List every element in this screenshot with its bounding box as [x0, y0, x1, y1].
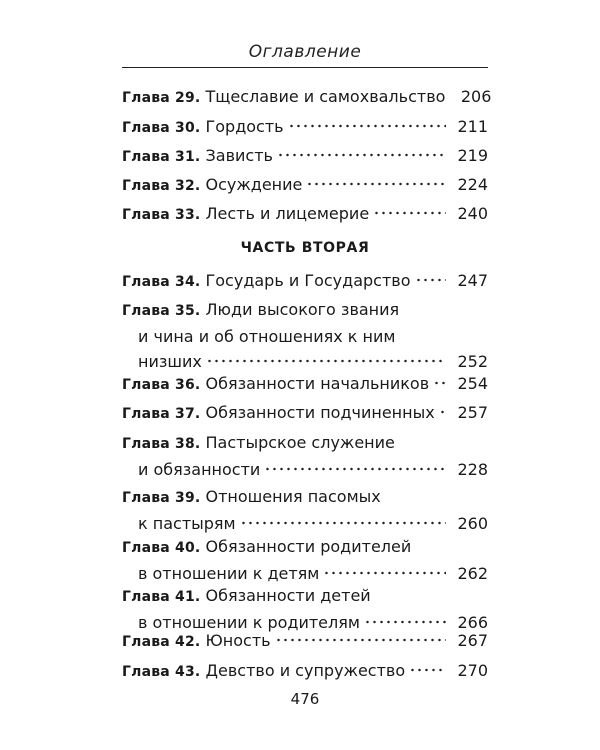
- chapter-title: в отношении к детям: [138, 564, 320, 583]
- toc-entry-first-line: [122, 484, 488, 511]
- dot-leader: [240, 520, 446, 526]
- chapter-title: Осуждение: [205, 175, 303, 194]
- page-number: 476: [290, 690, 320, 708]
- chapter-label: Глава 34.: [122, 274, 201, 290]
- running-head: Оглавление: [248, 42, 362, 62]
- toc-entry-first-line: [122, 201, 488, 228]
- page-ref: 252: [457, 352, 488, 371]
- chapter-label: Глава 31.: [122, 149, 201, 165]
- chapter-label: Глава 41.: [122, 589, 201, 605]
- chapter-label: Глава 40.: [122, 540, 201, 556]
- page-ref: 247: [457, 271, 488, 290]
- toc-entry: [122, 84, 492, 111]
- chapter-title: Обязанности начальников: [205, 374, 430, 393]
- toc-entry-first-line: [122, 430, 488, 457]
- dot-leader: [433, 380, 446, 386]
- dot-leader: [277, 152, 446, 158]
- chapter-title: Обязанности детей: [205, 586, 371, 605]
- chapter-title: Юность: [205, 631, 271, 650]
- chapter-title: Гордость: [205, 117, 284, 136]
- chapter-title: Люди высокого звания: [205, 300, 400, 319]
- dot-leader: [409, 667, 446, 673]
- dot-leader: [323, 570, 446, 576]
- page-ref: 267: [457, 631, 488, 650]
- toc-entry-first-line: [122, 297, 488, 324]
- toc-entry: [122, 201, 488, 228]
- chapter-title: низших: [138, 352, 202, 371]
- dot-leader: [264, 466, 446, 472]
- page-ref: 228: [457, 460, 488, 479]
- page-ref: 240: [457, 204, 488, 223]
- chapter-label: Глава 33.: [122, 207, 201, 223]
- page-ref: 266: [457, 613, 488, 632]
- chapter-label: Глава 39.: [122, 490, 201, 506]
- chapter-title: в отношении к родителям: [138, 613, 360, 632]
- header-rule: [122, 67, 488, 68]
- toc-entry-first-line: [122, 114, 488, 141]
- toc-entry: [122, 400, 488, 427]
- chapter-title: и обязанности: [138, 460, 261, 479]
- dot-leader: [364, 619, 446, 625]
- toc-entry: [122, 534, 488, 586]
- dot-leader: [439, 409, 446, 415]
- toc-entry: [122, 371, 488, 398]
- dot-leader: [288, 123, 446, 129]
- page-ref: 211: [457, 117, 488, 136]
- dot-leader: [415, 277, 446, 283]
- toc-entry-continuation-line: [122, 324, 488, 349]
- chapter-title: Тщеславие и самохвальство: [205, 87, 446, 106]
- toc-entry-first-line: [122, 628, 488, 655]
- toc-entry-first-line: [122, 583, 488, 610]
- chapter-title: Отношения пасомых: [205, 487, 381, 506]
- toc-entry-continuation-line: [122, 457, 488, 482]
- toc-entry-first-line: [122, 371, 488, 398]
- dot-leader: [275, 637, 446, 643]
- toc-entry: [122, 268, 488, 295]
- chapter-label: Глава 29.: [122, 90, 201, 106]
- chapter-title: Зависть: [205, 146, 273, 165]
- toc-entry-first-line: [122, 400, 488, 427]
- chapter-title: Девство и супружество: [205, 661, 406, 680]
- dot-leader: [373, 210, 446, 216]
- toc-entry-first-line: [122, 658, 488, 685]
- chapter-title: к пастырям: [138, 514, 236, 533]
- toc-entry: [122, 297, 488, 374]
- chapter-label: Глава 36.: [122, 377, 201, 393]
- chapter-label: Глава 32.: [122, 178, 201, 194]
- part-heading: ЧАСТЬ ВТОРАЯ: [240, 240, 370, 256]
- toc-entry: [122, 114, 488, 141]
- toc-entry: [122, 484, 488, 536]
- toc-entry: [122, 143, 488, 170]
- toc-entry-first-line: [122, 534, 488, 561]
- page-ref: 224: [457, 175, 488, 194]
- toc-entry: [122, 658, 488, 685]
- chapter-label: Глава 35.: [122, 303, 201, 319]
- page-ref: 206: [460, 87, 492, 106]
- chapter-label: Глава 43.: [122, 664, 201, 680]
- toc-entry: [122, 430, 488, 482]
- chapter-title: и чина и об отношениях к ним: [138, 327, 396, 346]
- toc-entry-first-line: [122, 268, 488, 295]
- toc-entry-first-line: [122, 84, 492, 111]
- page-ref: 260: [457, 514, 488, 533]
- toc-entry: [122, 172, 488, 199]
- dot-leader: [206, 358, 446, 364]
- chapter-title: Государь и Государство: [205, 271, 411, 290]
- page-ref: 254: [457, 374, 488, 393]
- chapter-title: Обязанности подчиненных: [205, 403, 435, 422]
- chapter-title: Пастырское служение: [205, 433, 395, 452]
- chapter-label: Глава 30.: [122, 120, 201, 136]
- chapter-label: Глава 38.: [122, 436, 201, 452]
- dot-leader: [306, 181, 446, 187]
- page-ref: 257: [457, 403, 488, 422]
- page-ref: 262: [457, 564, 488, 583]
- chapter-label: Глава 37.: [122, 406, 201, 422]
- chapter-label: Глава 42.: [122, 634, 201, 650]
- page-ref: 270: [457, 661, 488, 680]
- toc-entry-continuation-line: [122, 511, 488, 536]
- toc-entry-first-line: [122, 143, 488, 170]
- toc-entry: [122, 628, 488, 655]
- page-ref: 219: [457, 146, 488, 165]
- chapter-title: Лесть и лицемерие: [205, 204, 370, 223]
- chapter-title: Обязанности родителей: [205, 537, 412, 556]
- toc-entry-first-line: [122, 172, 488, 199]
